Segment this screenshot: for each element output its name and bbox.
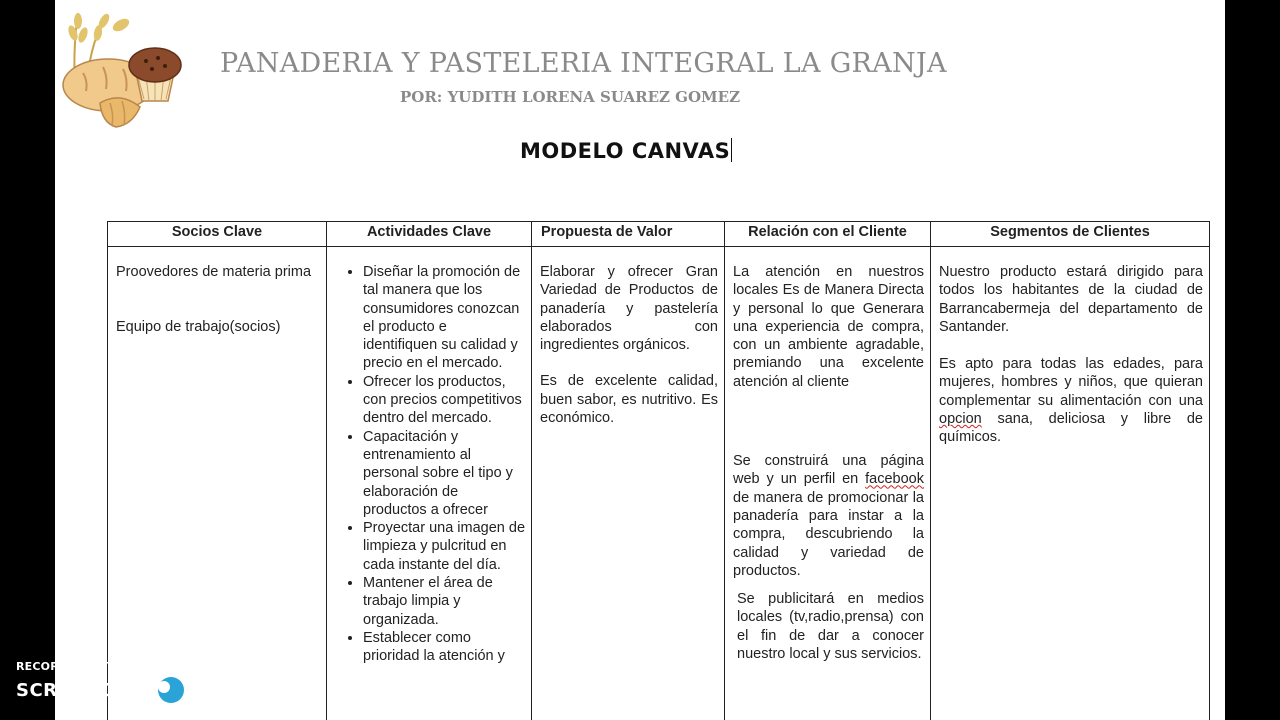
document-title-text: MODELO CANVAS [520,139,731,163]
watermark-brand-right: MATIC [189,679,255,701]
relacion-paragraph: Se publicitará en medios locales (tv,radio,prensa) con el fin de dar a conocer nuestro local y sus servicios. [737,591,924,663]
screencast-watermark [16,660,254,703]
list-item: • Ofrecer los productos, con precios competitivos dentro del mercado. [363,373,525,428]
list-item: • Establecer como prioridad la atención y [363,629,525,666]
segmentos-paragraph [939,355,1203,446]
canvas-table [107,221,1210,720]
list-item: • Diseñar la promoción de tal manera que los consumidores conozcan el producto e identifiquen su calidad y precio en el mercado. [363,263,525,373]
socios-item: Equipo de trabajo(socios) [116,319,281,336]
relacion-paragraph: La atención en nuestros locales Es de Manera Directa y personal lo que Generara una experiencia de compra, con un ambiente agradable, premiando una excelente atención al cliente [733,264,924,390]
segmentos-text: sana, deliciosa y libre de químicos. [939,411,1203,446]
header-relacion-cliente: Relación con el Cliente [725,222,931,247]
list-item: • Capacitación y entrenamiento al personal sobre el tipo y elaboración de productos a ofrecer [363,428,525,519]
document-title [520,138,732,163]
list-item: • Proyectar una imagen de limpieza y pulcritud en cada instante del día. [363,519,525,574]
cell-socios-clave [108,247,327,720]
relacion-text: Se construirá una página web y un perfil en [733,453,924,488]
bakery-logo-illustration [58,3,188,131]
text-cursor [731,138,732,162]
author-line: POR: YUDITH LORENA SUAREZ GOMEZ [400,88,741,106]
watermark-recorded-label: RECORDED WITH [16,660,124,673]
table-header-row [108,222,1210,247]
actividades-list [335,263,525,666]
relacion-paragraph [733,452,924,580]
header-actividades-clave: Actividades Clave [327,222,532,247]
socios-item: Proovedores de materia prima [116,264,312,280]
watermark-brand [16,677,254,703]
spellcheck-word: opcion [939,411,982,428]
watermark-brand-left: SCREENCAST [16,679,154,701]
screencast-o-icon [158,677,184,703]
header-segmentos-clientes: Segmentos de Clientes [931,222,1210,247]
cell-propuesta-valor [532,247,725,720]
segmentos-text: Es apto para todas las edades, para mujeres, hombres y niños, que quieran complementar su alimentación con una [939,356,1203,409]
segmentos-paragraph: Nuestro producto estará dirigido para todos los habitantes de la ciudad de Barrancabermeja del departamento de Santander. [939,264,1203,335]
table-content-row [108,247,1210,720]
bakery-name: PANADERIA Y PASTELERIA INTEGRAL LA GRANJA [220,48,947,79]
propuesta-paragraph: Elaborar y ofrecer Gran Variedad de Productos de panadería y pastelería elaborados con ingredientes orgánicos. [540,264,718,354]
cell-segmentos-clientes [931,247,1210,720]
header-propuesta-valor: Propuesta de Valor [532,222,725,247]
cell-actividades-clave [327,247,532,720]
spellcheck-word: facebook [865,471,924,488]
cell-relacion-cliente [725,247,931,720]
list-item: • Mantener el área de trabajo limpia y organizada. [363,574,525,629]
header-socios-clave: Socios Clave [108,222,327,247]
relacion-text: de manera de promocionar la panadería para instar a la compra, descubriendo la calidad y variedad de productos. [733,489,924,579]
propuesta-paragraph: Es de excelente calidad, buen sabor, es nutritivo. Es económico. [540,373,718,427]
document-page [55,0,1225,720]
